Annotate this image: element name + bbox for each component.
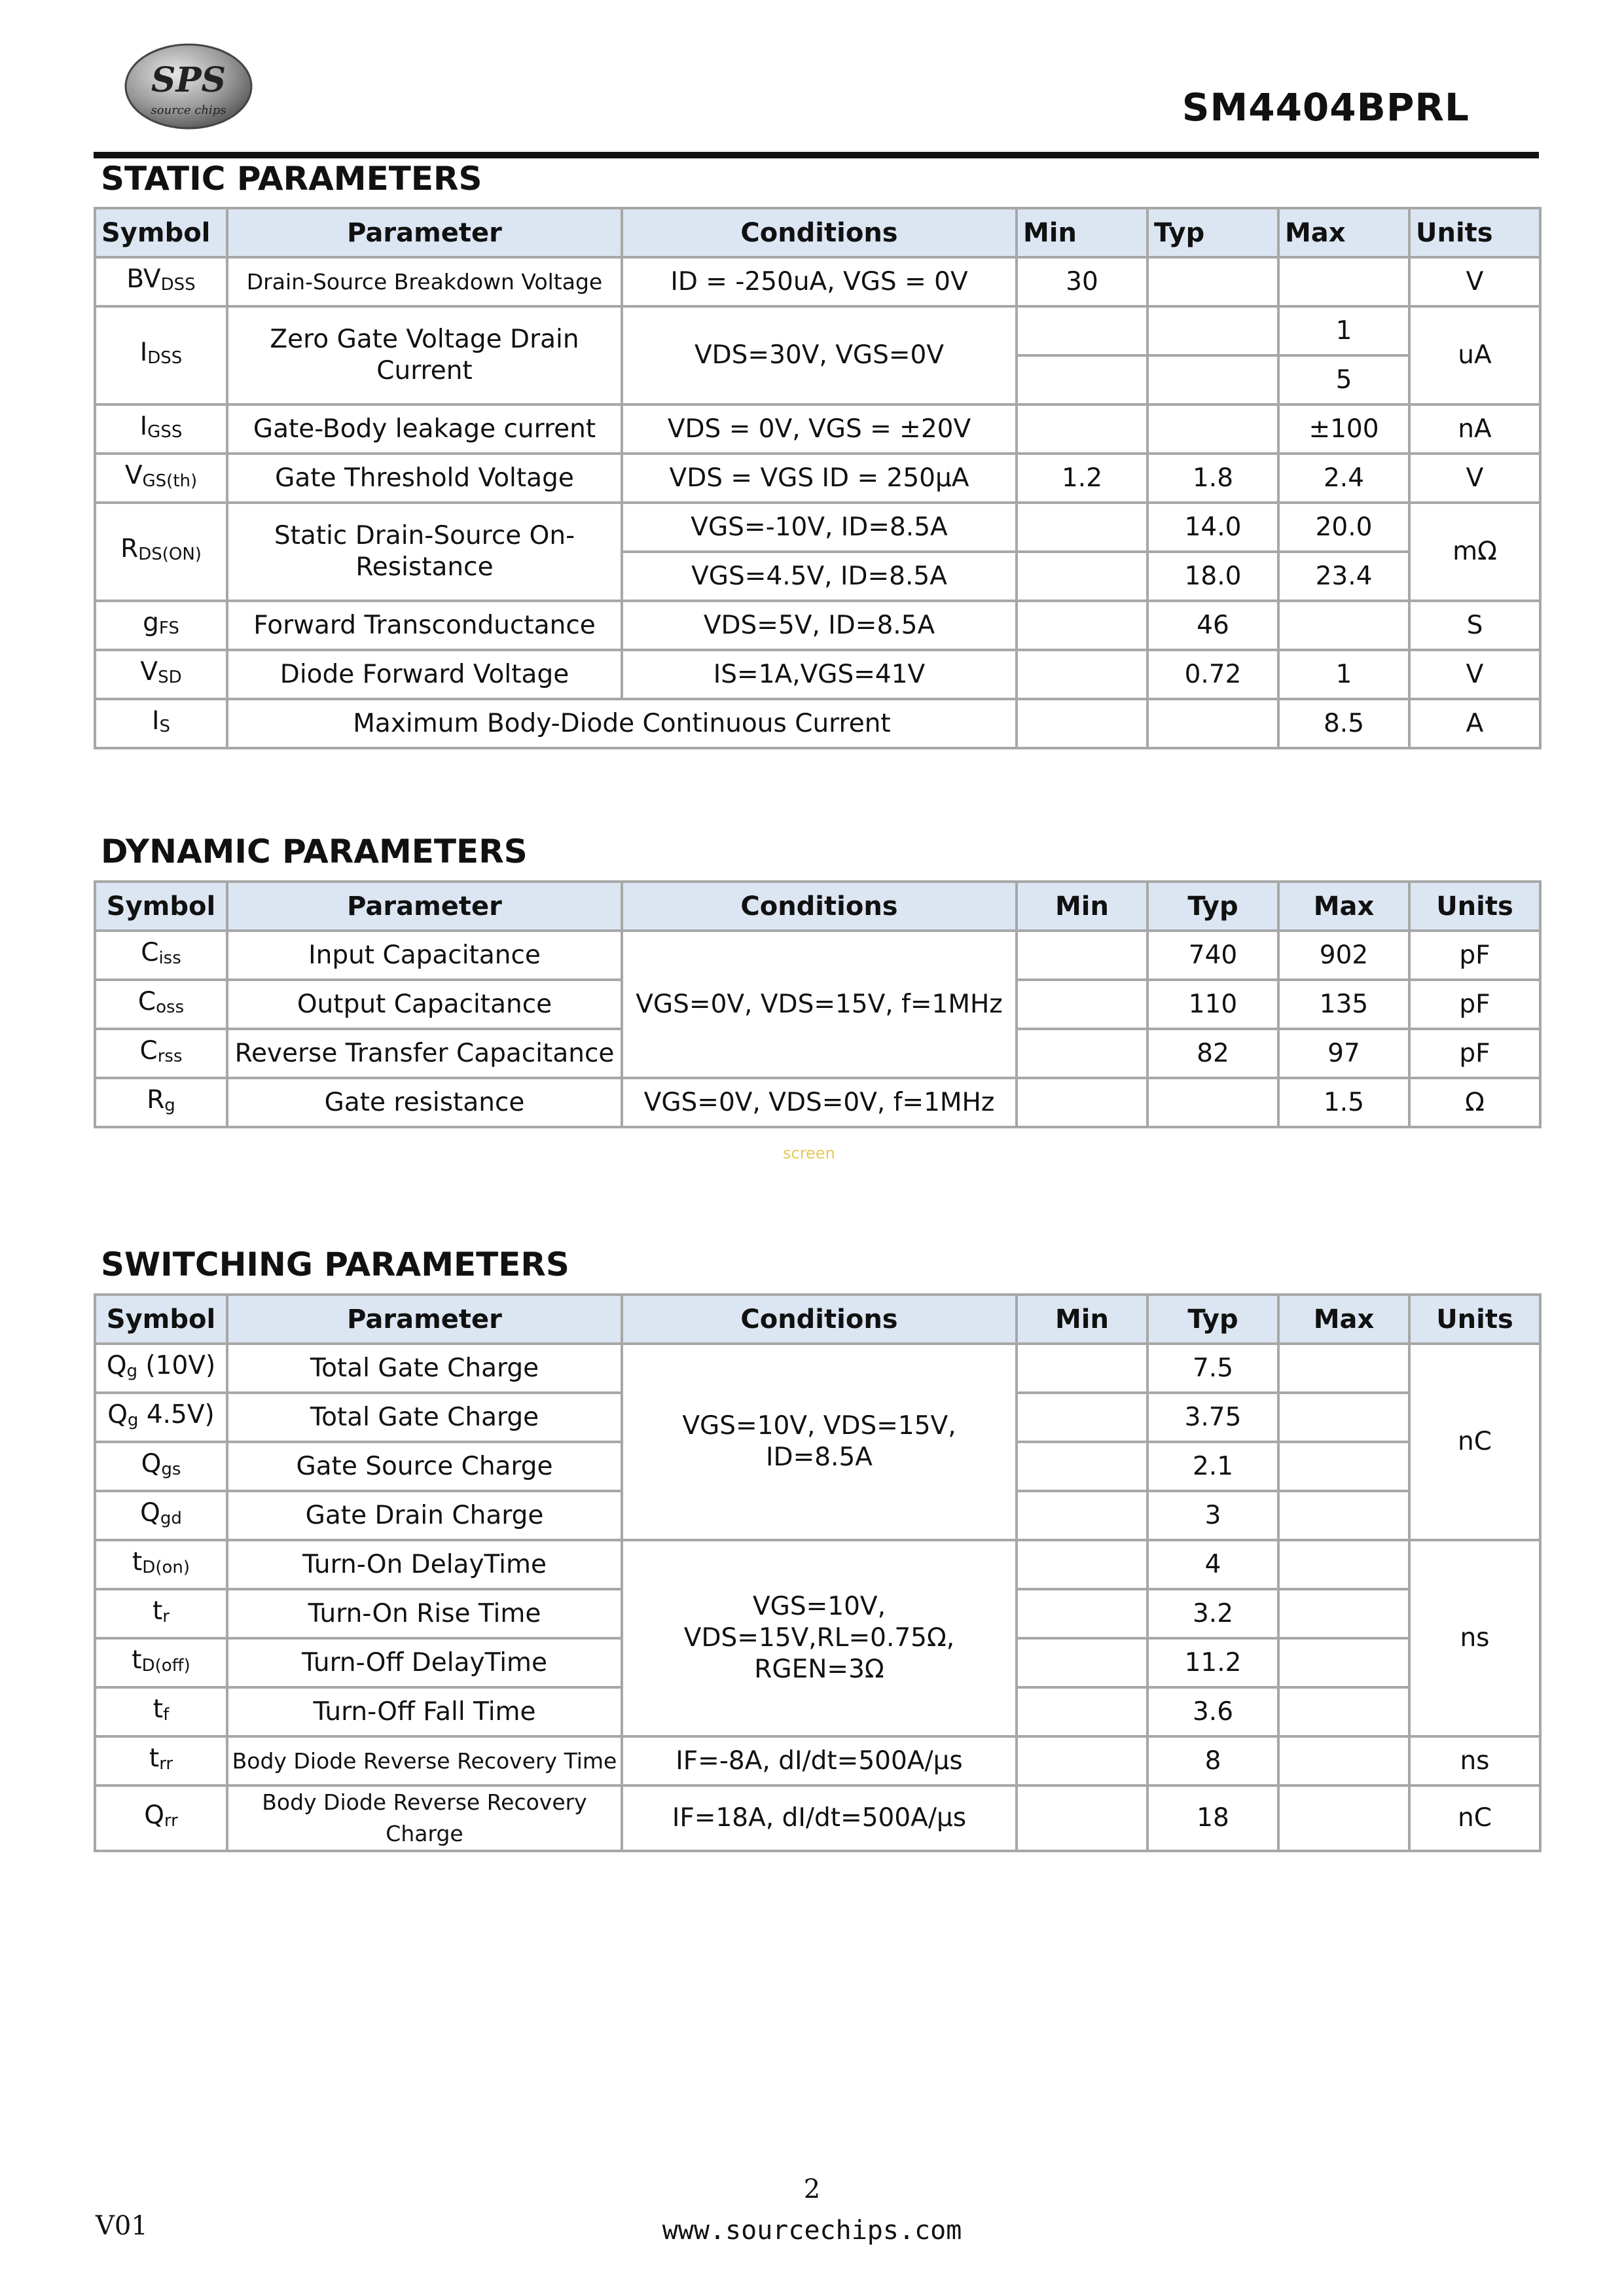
symbol-cell: $t_{D(on)}$ (95, 1540, 227, 1589)
header-parameter: Parameter (227, 1295, 622, 1344)
parameter-cell: Static Drain-Source On-Resistance (227, 503, 622, 601)
min-cell (1017, 1078, 1147, 1127)
conditions-cell: VGS=10V, VDS=15V, ID=8.5A (622, 1344, 1017, 1540)
header-max: Max (1278, 208, 1409, 257)
max-cell: 135 (1278, 980, 1409, 1029)
parameter-cell: Turn-Off Fall Time (227, 1687, 622, 1736)
table-row (95, 257, 1540, 306)
typ-cell (1147, 355, 1278, 404)
typ-cell (1147, 257, 1278, 306)
static-section-title: STATIC PARAMETERS (101, 160, 482, 198)
logo-subtext: source chips (151, 103, 226, 117)
switching-parameters-table (94, 1293, 1542, 1852)
min-cell (1017, 503, 1147, 552)
typ-cell: 1.8 (1147, 454, 1278, 503)
conditions-cell: VGS=0V, VDS=15V, f=1MHz (622, 931, 1017, 1078)
symbol-cell: $R_{DS(ON)}$ (95, 503, 227, 601)
max-cell (1278, 1491, 1409, 1540)
header-typ: Typ (1147, 208, 1278, 257)
parameter-cell: Output Capacitance (227, 980, 622, 1029)
units-cell: A (1409, 699, 1540, 748)
symbol-cell: $t_{D(off)}$ (95, 1638, 227, 1687)
conditions-cell: ID = -250uA, VGS = 0V (622, 257, 1017, 306)
table-row (95, 404, 1540, 454)
units-cell: V (1409, 454, 1540, 503)
typ-cell (1147, 699, 1278, 748)
symbol-cell: $Q_{gd}$ (95, 1491, 227, 1540)
header-parameter: Parameter (227, 882, 622, 931)
header-conditions: Conditions (622, 882, 1017, 931)
max-cell (1278, 1589, 1409, 1638)
max-cell: 23.4 (1278, 552, 1409, 601)
symbol-cell: $Q_g$ 4.5V) (95, 1393, 227, 1442)
logo-text: SPS (151, 60, 226, 100)
conditions-cell: IS=1A,VGS=41V (622, 650, 1017, 699)
parameter-cell: Gate Threshold Voltage (227, 454, 622, 503)
parameter-cell: Turn-On Rise Time (227, 1589, 622, 1638)
units-cell: mΩ (1409, 503, 1540, 601)
units-cell: nC (1409, 1785, 1540, 1851)
symbol-cell: $C_{rss}$ (95, 1029, 227, 1078)
typ-cell (1147, 1078, 1278, 1127)
typ-cell: 11.2 (1147, 1638, 1278, 1687)
parameter-cell: Zero Gate Voltage Drain Current (227, 306, 622, 404)
header-min: Min (1017, 882, 1147, 931)
table-row (95, 503, 1540, 552)
header-max: Max (1278, 882, 1409, 931)
units-cell: V (1409, 257, 1540, 306)
typ-cell: 4 (1147, 1540, 1278, 1589)
conditions-cell: VGS=0V, VDS=0V, f=1MHz (622, 1078, 1017, 1127)
symbol-cell: $V_{GS(th)}$ (95, 454, 227, 503)
symbol-cell: $Q_{gs}$ (95, 1442, 227, 1491)
parameter-cell: Forward Transconductance (227, 601, 622, 650)
max-cell: 97 (1278, 1029, 1409, 1078)
table-row (95, 601, 1540, 650)
header-min: Min (1017, 208, 1147, 257)
table-row (95, 1736, 1540, 1785)
typ-cell: 7.5 (1147, 1344, 1278, 1393)
units-cell: pF (1409, 1029, 1540, 1078)
symbol-cell: $t_{rr}$ (95, 1736, 227, 1785)
units-cell: ns (1409, 1736, 1540, 1785)
min-cell (1017, 1540, 1147, 1589)
max-cell (1278, 1785, 1409, 1851)
document-version: V01 (96, 2211, 148, 2241)
table-row (95, 454, 1540, 503)
units-cell: V (1409, 650, 1540, 699)
symbol-cell: $BV_{DSS}$ (95, 257, 227, 306)
min-cell (1017, 355, 1147, 404)
min-cell (1017, 306, 1147, 355)
min-cell (1017, 1736, 1147, 1785)
header-units: Units (1409, 1295, 1540, 1344)
header-typ: Typ (1147, 1295, 1278, 1344)
parameter-cell: Total Gate Charge (227, 1393, 622, 1442)
symbol-cell: $Q_{rr}$ (95, 1785, 227, 1851)
symbol-cell: $I_{GSS}$ (95, 404, 227, 454)
max-cell (1278, 1736, 1409, 1785)
min-cell (1017, 1589, 1147, 1638)
parameter-cell: Body Diode Reverse Recovery Time (227, 1736, 622, 1785)
min-cell (1017, 980, 1147, 1029)
table-header-row (95, 882, 1540, 931)
typ-cell: 3.6 (1147, 1687, 1278, 1736)
typ-cell: 82 (1147, 1029, 1278, 1078)
typ-cell: 46 (1147, 601, 1278, 650)
typ-cell: 740 (1147, 931, 1278, 980)
table-row (95, 931, 1540, 980)
switching-section-title: SWITCHING PARAMETERS (101, 1246, 569, 1283)
max-cell (1278, 257, 1409, 306)
parameter-cell: Diode Forward Voltage (227, 650, 622, 699)
typ-cell: 3.2 (1147, 1589, 1278, 1638)
max-cell (1278, 1540, 1409, 1589)
parameter-cell: Gate-Body leakage current (227, 404, 622, 454)
min-cell (1017, 699, 1147, 748)
conditions-cell: VGS=4.5V, ID=8.5A (622, 552, 1017, 601)
max-cell: 1.5 (1278, 1078, 1409, 1127)
typ-cell: 2.1 (1147, 1442, 1278, 1491)
min-cell (1017, 1029, 1147, 1078)
symbol-cell: $Q_g$ (10V) (95, 1344, 227, 1393)
typ-cell: 3.75 (1147, 1393, 1278, 1442)
parameter-cell: Body Diode Reverse Recovery Charge (227, 1785, 622, 1851)
symbol-cell: $C_{oss}$ (95, 980, 227, 1029)
max-cell (1278, 1393, 1409, 1442)
conditions-cell: VGS=-10V, ID=8.5A (622, 503, 1017, 552)
conditions-cell: VGS=10V, VDS=15V,RL=0.75Ω, RGEN=3Ω (622, 1540, 1017, 1736)
parameter-cell: Maximum Body-Diode Continuous Current (227, 699, 1017, 748)
symbol-cell: $t_f$ (95, 1687, 227, 1736)
max-cell: 1 (1278, 306, 1409, 355)
max-cell (1278, 1687, 1409, 1736)
header-symbol: Symbol (95, 1295, 227, 1344)
parameter-cell: Turn-On DelayTime (227, 1540, 622, 1589)
units-cell: nC (1409, 1344, 1540, 1540)
units-cell: S (1409, 601, 1540, 650)
conditions-cell: VDS = 0V, VGS = ±20V (622, 404, 1017, 454)
header-parameter: Parameter (227, 208, 622, 257)
symbol-cell: $V_{SD}$ (95, 650, 227, 699)
symbol-cell: $I_{DSS}$ (95, 306, 227, 404)
min-cell (1017, 931, 1147, 980)
parameter-cell: Total Gate Charge (227, 1344, 622, 1393)
symbol-cell: $R_g$ (95, 1078, 227, 1127)
parameter-cell: Gate Source Charge (227, 1442, 622, 1491)
header-divider (94, 152, 1539, 158)
header-min: Min (1017, 1295, 1147, 1344)
units-cell: pF (1409, 980, 1540, 1029)
watermark-text: screen (783, 1144, 835, 1162)
typ-cell: 110 (1147, 980, 1278, 1029)
symbol-cell: $C_{iss}$ (95, 931, 227, 980)
header-units: Units (1409, 882, 1540, 931)
min-cell (1017, 601, 1147, 650)
max-cell: 20.0 (1278, 503, 1409, 552)
sps-logo (123, 41, 254, 132)
header-max: Max (1278, 1295, 1409, 1344)
typ-cell: 8 (1147, 1736, 1278, 1785)
header-symbol: Symbol (95, 208, 227, 257)
table-row (95, 1785, 1540, 1851)
min-cell (1017, 1785, 1147, 1851)
table-row (95, 1344, 1540, 1393)
max-cell: 2.4 (1278, 454, 1409, 503)
conditions-cell: IF=18A, dI/dt=500A/μs (622, 1785, 1017, 1851)
typ-cell: 3 (1147, 1491, 1278, 1540)
conditions-cell: VDS=5V, ID=8.5A (622, 601, 1017, 650)
typ-cell (1147, 306, 1278, 355)
max-cell: 902 (1278, 931, 1409, 980)
symbol-cell: $g_{FS}$ (95, 601, 227, 650)
table-row (95, 650, 1540, 699)
conditions-cell: VDS = VGS ID = 250μA (622, 454, 1017, 503)
typ-cell: 18 (1147, 1785, 1278, 1851)
min-cell: 30 (1017, 257, 1147, 306)
header-conditions: Conditions (622, 208, 1017, 257)
units-cell: pF (1409, 931, 1540, 980)
parameter-cell: Drain-Source Breakdown Voltage (227, 257, 622, 306)
table-header-row (95, 208, 1540, 257)
table-row (95, 1078, 1540, 1127)
min-cell (1017, 1344, 1147, 1393)
header-units: Units (1409, 208, 1540, 257)
website-link[interactable]: www.sourcechips.com (662, 2215, 962, 2246)
static-parameters-table (94, 207, 1542, 749)
page-number: 2 (803, 2174, 821, 2204)
min-cell (1017, 1491, 1147, 1540)
dynamic-section-title: DYNAMIC PARAMETERS (101, 833, 528, 870)
header-conditions: Conditions (622, 1295, 1017, 1344)
dynamic-parameters-table (94, 880, 1542, 1128)
min-cell (1017, 650, 1147, 699)
header-symbol: Symbol (95, 882, 227, 931)
min-cell (1017, 1393, 1147, 1442)
min-cell (1017, 552, 1147, 601)
conditions-cell: VDS=30V, VGS=0V (622, 306, 1017, 404)
max-cell: 5 (1278, 355, 1409, 404)
table-row (95, 306, 1540, 355)
typ-cell: 18.0 (1147, 552, 1278, 601)
part-number: SM4404BPRL (1182, 85, 1470, 130)
parameter-cell: Gate Drain Charge (227, 1491, 622, 1540)
parameter-cell: Reverse Transfer Capacitance (227, 1029, 622, 1078)
typ-cell: 14.0 (1147, 503, 1278, 552)
max-cell: 8.5 (1278, 699, 1409, 748)
min-cell (1017, 1442, 1147, 1491)
typ-cell (1147, 404, 1278, 454)
conditions-cell: IF=-8A, dI/dt=500A/μs (622, 1736, 1017, 1785)
max-cell: 1 (1278, 650, 1409, 699)
symbol-cell: $t_r$ (95, 1589, 227, 1638)
units-cell: ns (1409, 1540, 1540, 1736)
max-cell (1278, 601, 1409, 650)
header-typ: Typ (1147, 882, 1278, 931)
min-cell: 1.2 (1017, 454, 1147, 503)
units-cell: nA (1409, 404, 1540, 454)
parameter-cell: Gate resistance (227, 1078, 622, 1127)
max-cell (1278, 1442, 1409, 1491)
min-cell (1017, 1638, 1147, 1687)
typ-cell: 0.72 (1147, 650, 1278, 699)
units-cell: uA (1409, 306, 1540, 404)
symbol-cell: $I_S$ (95, 699, 227, 748)
parameter-cell: Input Capacitance (227, 931, 622, 980)
max-cell (1278, 1344, 1409, 1393)
units-cell: Ω (1409, 1078, 1540, 1127)
table-row (95, 1540, 1540, 1589)
table-header-row (95, 1295, 1540, 1344)
min-cell (1017, 1687, 1147, 1736)
max-cell: ±100 (1278, 404, 1409, 454)
parameter-cell: Turn-Off DelayTime (227, 1638, 622, 1687)
min-cell (1017, 404, 1147, 454)
table-row (95, 699, 1540, 748)
max-cell (1278, 1638, 1409, 1687)
